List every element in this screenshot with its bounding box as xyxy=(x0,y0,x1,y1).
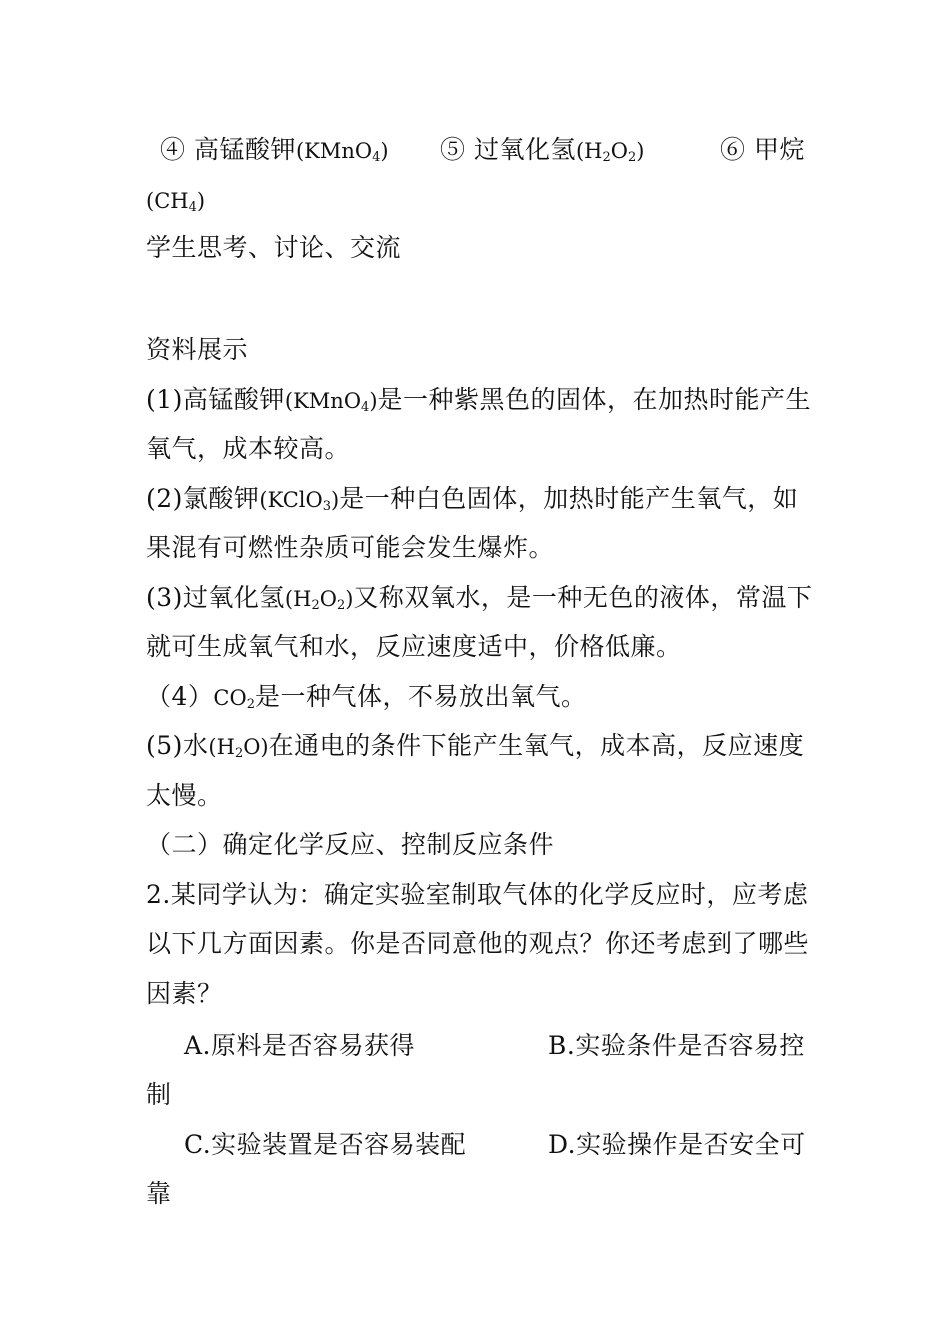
substance-name: ④ 高锰酸钾 xyxy=(160,135,296,164)
substance-item-4 xyxy=(160,133,389,175)
chemical-formula: $(CH_4)$ xyxy=(146,189,206,215)
materials-heading: 资料展示 xyxy=(146,335,249,364)
material-5-line-2: 太慢。 xyxy=(146,781,223,810)
option-d-wrap: 靠 xyxy=(146,1179,172,1208)
question-line-3: 因素？ xyxy=(146,979,223,1008)
substance-name: ⑤ 过氧化氢 xyxy=(440,135,576,164)
material-5-line-1: (5)水$(H_2O)$在通电的条件下能产生氧气，成本高，反应速度 xyxy=(146,731,805,761)
option-a: A.原料是否容易获得 xyxy=(184,1031,416,1060)
substance-item-6 xyxy=(720,133,805,167)
chemical-formula: (KMnO$_4$) xyxy=(295,139,389,165)
chemical-formula: $(H_2O)$ xyxy=(208,735,269,761)
option-c: C.实验装置是否容易装配 xyxy=(184,1130,467,1159)
option-b: B.实验条件是否容易控 xyxy=(548,1031,805,1060)
material-1-line-1: (1)高锰酸钾(KMnO$_4$)是一种紫黑色的固体，在加热时能产生 xyxy=(146,385,812,415)
option-b-wrap: 制 xyxy=(146,1080,172,1109)
material-1-line-2: 氧气，成本较高。 xyxy=(146,434,351,463)
substance-item-5 xyxy=(440,133,644,175)
substance-name: ⑥ 甲烷 xyxy=(720,135,805,164)
option-d: D.实验操作是否安全可 xyxy=(548,1130,806,1159)
material-3-line-2: 就可生成氧气和水，反应速度适中，价格低廉。 xyxy=(146,632,682,661)
chemical-formula: $CO_2$ xyxy=(213,686,255,712)
substance-item-6-formula-wrap xyxy=(146,183,808,225)
material-3-line-1: (3)过氧化氢$(H_2O_2)$又称双氧水，是一种无色的液体，常温下 xyxy=(146,583,813,613)
material-2-line-1: (2)氯酸钾(KClO$_3$)是一种白色固体，加热时能产生氧气，如 xyxy=(146,484,799,514)
chemical-formula: $(H_2O_2)$ xyxy=(284,587,354,613)
question-line-1: 2.某同学认为：确定实验室制取气体的化学反应时，应考虑 xyxy=(146,880,809,909)
chemical-formula: $(H_2O_2)$ xyxy=(575,139,645,165)
question-line-2: 以下几方面因素。你是否同意他的观点？你还考虑到了哪些 xyxy=(146,929,810,958)
section-2-heading: （二）确定化学反应、控制反应条件 xyxy=(146,830,555,859)
chemical-formula: (KMnO$_4$) xyxy=(284,389,378,415)
student-activity: 学生思考、讨论、交流 xyxy=(146,233,402,262)
material-4-line-1: $(4)CO_2$是一种气体，不易放出氧气。 xyxy=(146,682,587,712)
material-2-line-2: 果混有可燃性杂质可能会发生爆炸。 xyxy=(146,533,555,562)
chemical-formula: (KClO$_3$) xyxy=(259,488,340,514)
